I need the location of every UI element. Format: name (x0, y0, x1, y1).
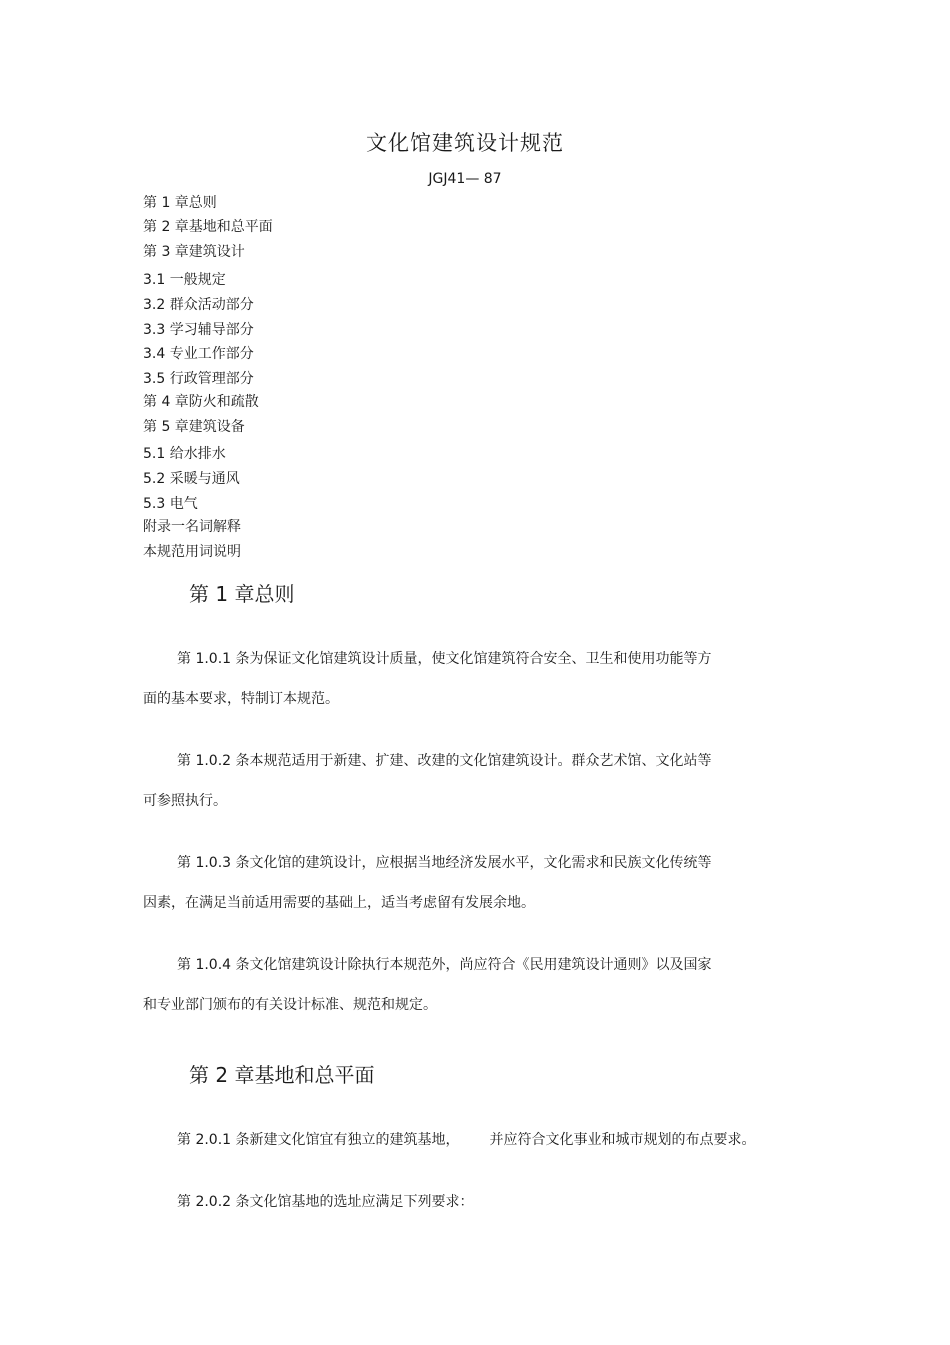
toc-item: 3.1 一般规定 (143, 272, 226, 288)
document-title: 文化馆建筑设计规范 (366, 131, 564, 155)
article-text: 并应符合文化事业和城市规划的布点要求。 (489, 1132, 756, 1148)
toc-item: 附录一名词解释 (143, 519, 241, 535)
toc-item: 3.2 群众活动部分 (143, 297, 254, 313)
toc-item: 5.2 采暖与通风 (143, 471, 240, 487)
toc-item: 3.4 专业工作部分 (143, 346, 254, 362)
article-line: 第 1.0.3 条文化馆的建筑设计，应根据当地经济发展水平，文化需求和民族文化传统等 (177, 855, 712, 871)
toc-item: 第 2 章基地和总平面 (143, 219, 273, 235)
article-text: 第 2.0.1 条新建文化馆宜有独立的建筑基地， (177, 1132, 460, 1148)
article-line: 第 1.0.4 条文化馆建筑设计除执行本规范外，尚应符合《民用建筑设计通则》以及国家 (177, 957, 712, 973)
toc-item: 第 3 章建筑设计 (143, 244, 245, 260)
document-code: JGJ41— 87 (428, 171, 502, 187)
toc-item: 第 1 章总则 (143, 195, 217, 211)
toc-item: 5.1 给水排水 (143, 446, 226, 462)
chapter-heading: 第 2 章基地和总平面 (189, 1063, 375, 1087)
article-line: 和专业部门颁布的有关设计标准、规范和规定。 (143, 997, 437, 1013)
article-line: 第 2.0.2 条文化馆基地的选址应满足下列要求： (177, 1194, 474, 1210)
article-line: 因素，在满足当前适用需要的基础上，适当考虑留有发展余地。 (143, 895, 535, 911)
toc-item: 3.3 学习辅导部分 (143, 322, 254, 338)
toc-item: 第 5 章建筑设备 (143, 419, 245, 435)
article-line (177, 1129, 756, 1149)
article-line: 第 1.0.2 条本规范适用于新建、扩建、改建的文化馆建筑设计。群众艺术馆、文化站等 (177, 753, 712, 769)
toc-item: 5.3 电气 (143, 496, 198, 512)
toc-item: 本规范用词说明 (143, 544, 241, 560)
toc-item: 第 4 章防火和疏散 (143, 394, 259, 410)
article-line: 可参照执行。 (143, 793, 227, 809)
article-line: 第 1.0.1 条为保证文化馆建筑设计质量，使文化馆建筑符合安全、卫生和使用功能等方 (177, 651, 712, 667)
toc-item: 3.5 行政管理部分 (143, 371, 254, 387)
article-line: 面的基本要求，特制订本规范。 (143, 691, 339, 707)
chapter-heading: 第 1 章总则 (189, 582, 295, 606)
